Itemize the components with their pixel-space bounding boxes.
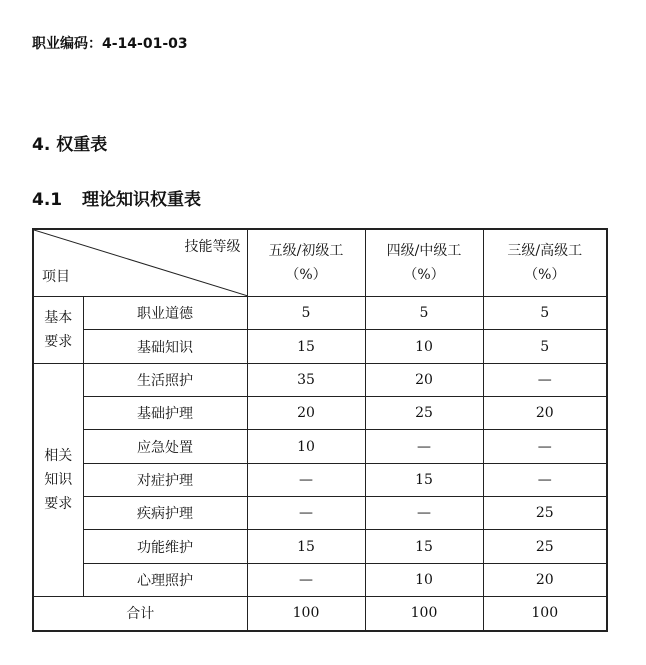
value-cell: 15: [247, 530, 365, 564]
value-cell: 25: [365, 397, 483, 430]
item-cell: 应急处置: [83, 430, 247, 464]
table-row: [33, 564, 607, 597]
value-cell: 20: [365, 364, 483, 397]
value-cell: 15: [365, 464, 483, 497]
value-cell: —: [247, 497, 365, 530]
subsection-title: [32, 185, 201, 210]
group-label-line: 相关: [44, 448, 73, 464]
value-cell: —: [247, 564, 365, 597]
value-cell: —: [365, 430, 483, 464]
table-row: [33, 330, 607, 364]
level-name: 三级/高级工: [507, 243, 583, 259]
level-header: [247, 229, 365, 297]
item-cell: 职业道德: [83, 297, 247, 330]
value-cell: 5: [365, 297, 483, 330]
item-cell: 生活照护: [83, 364, 247, 397]
level-unit: （%）: [524, 267, 566, 283]
level-header: [365, 229, 483, 297]
total-value: 100: [483, 597, 607, 631]
level-name: 四级/中级工: [386, 243, 462, 259]
item-cell: 基础护理: [83, 397, 247, 430]
group-label-line: 要求: [44, 496, 73, 512]
section-title: 4. 权重表: [32, 135, 108, 155]
table-row: [33, 497, 607, 530]
value-cell: 25: [483, 497, 607, 530]
group-cell: [33, 297, 83, 364]
value-cell: —: [247, 464, 365, 497]
item-cell: 功能维护: [83, 530, 247, 564]
level-unit: （%）: [403, 267, 445, 283]
value-cell: 10: [365, 564, 483, 597]
item-cell: 疾病护理: [83, 497, 247, 530]
corner-top-label: 技能等级: [184, 239, 241, 255]
value-cell: —: [365, 497, 483, 530]
value-cell: 35: [247, 364, 365, 397]
table-header-row: [33, 229, 607, 297]
table-row: [33, 530, 607, 564]
value-cell: 25: [483, 530, 607, 564]
occupation-code: 职业编码：4-14-01-03: [32, 36, 188, 52]
value-cell: 15: [247, 330, 365, 364]
value-cell: —: [483, 464, 607, 497]
total-value: 100: [247, 597, 365, 631]
value-cell: 20: [247, 397, 365, 430]
total-label: 合计: [33, 597, 247, 631]
value-cell: —: [483, 430, 607, 464]
value-cell: 10: [247, 430, 365, 464]
group-cell: [33, 364, 83, 597]
item-cell: 心理照护: [83, 564, 247, 597]
level-header: [483, 229, 607, 297]
subsection-number: 4.1: [32, 190, 63, 210]
item-cell: 基础知识: [83, 330, 247, 364]
value-cell: 20: [483, 397, 607, 430]
group-label-line: 知识: [44, 472, 73, 488]
table-row: [33, 430, 607, 464]
value-cell: —: [483, 364, 607, 397]
corner-bottom-label: 项目: [42, 269, 70, 285]
weight-table: [32, 228, 608, 632]
value-cell: 5: [483, 297, 607, 330]
value-cell: 10: [365, 330, 483, 364]
value-cell: 5: [483, 330, 607, 364]
table-row: [33, 397, 607, 430]
subsection-text: 理论知识权重表: [82, 190, 201, 210]
level-name: 五级/初级工: [268, 243, 344, 259]
value-cell: 20: [483, 564, 607, 597]
corner-cell: [33, 229, 247, 297]
value-cell: 5: [247, 297, 365, 330]
table-row: [33, 464, 607, 497]
table-row: [33, 297, 607, 330]
total-value: 100: [365, 597, 483, 631]
group-label-line: 要求: [44, 334, 73, 350]
level-unit: （%）: [285, 267, 327, 283]
value-cell: 15: [365, 530, 483, 564]
total-row: [33, 597, 607, 631]
table-row: [33, 364, 607, 397]
group-label-line: 基本: [44, 310, 73, 326]
item-cell: 对症护理: [83, 464, 247, 497]
